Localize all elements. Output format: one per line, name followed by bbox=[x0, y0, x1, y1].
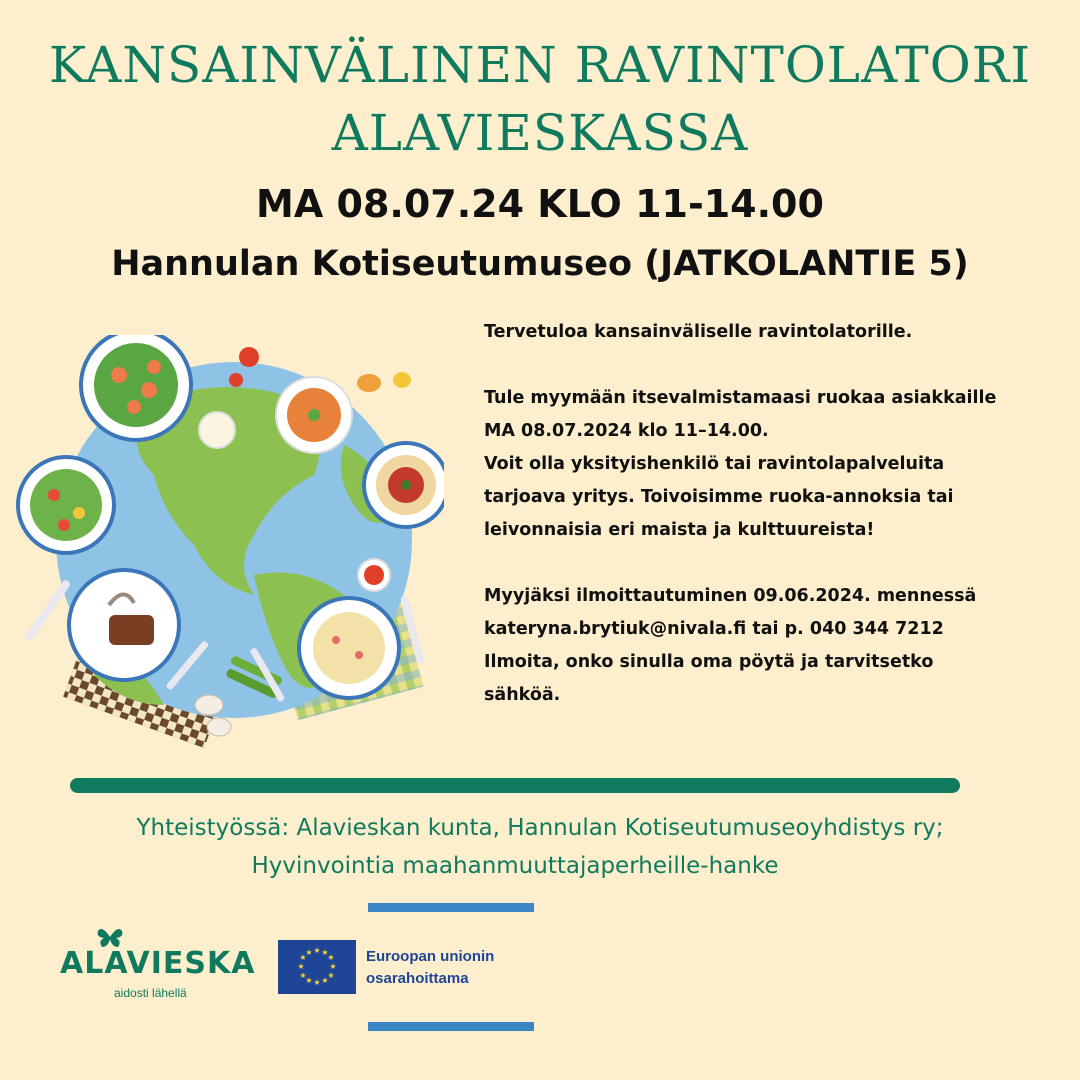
sauce-cup bbox=[199, 412, 235, 448]
collaboration-line-2: Hyvinvointia maahanmuuttajaperheille-hanke bbox=[251, 853, 779, 879]
svg-text:★: ★ bbox=[305, 976, 313, 985]
svg-text:★: ★ bbox=[321, 976, 329, 985]
blue-line-bottom bbox=[368, 1022, 534, 1031]
title-line-1: KANSAINVÄLINEN RAVINTOLATORI bbox=[48, 36, 1032, 94]
soup-bowl bbox=[276, 377, 352, 453]
tomato bbox=[239, 347, 259, 367]
svg-text:★: ★ bbox=[299, 953, 307, 962]
svg-text:★: ★ bbox=[305, 948, 313, 957]
alavieska-logo-text: ALAVIESKA bbox=[60, 946, 256, 981]
globe-food-illustration bbox=[14, 335, 444, 755]
registration-line: Ilmoita, onko sinulla oma pöytä ja tarvitsetko bbox=[484, 652, 934, 672]
svg-text:★: ★ bbox=[329, 962, 337, 971]
svg-text:★: ★ bbox=[327, 953, 335, 962]
orange-slice bbox=[357, 374, 381, 392]
salad-plate-left bbox=[18, 457, 114, 553]
registration-line: sähköä. bbox=[484, 685, 561, 705]
title-line-2: ALAVIESKASSA bbox=[331, 104, 749, 162]
eu-funding-text bbox=[366, 946, 494, 990]
info-line: tarjoava yritys. Toivoisimme ruoka-annoksia tai bbox=[484, 487, 954, 507]
eu-text-line-2: osarahoittama bbox=[366, 970, 469, 987]
eu-text-line-1: Euroopan unionin bbox=[366, 948, 495, 965]
svg-text:★: ★ bbox=[313, 946, 321, 955]
info-line: Voit olla yksityishenkilö tai ravintolapalveluita bbox=[484, 454, 945, 474]
welcome-text: Tervetuloa kansainväliselle ravintolatorille. bbox=[484, 322, 913, 342]
svg-text:★: ★ bbox=[327, 971, 335, 980]
collaboration-line-1: Yhteistyössä: Alavieskan kunta, Hannulan Kotiseutumuseoyhdistys ry; bbox=[136, 815, 944, 841]
fork-left bbox=[25, 579, 72, 641]
salad-plate-top bbox=[81, 335, 191, 440]
event-datetime: MA 08.07.24 KLO 11-14.00 bbox=[256, 182, 824, 226]
svg-text:★: ★ bbox=[299, 971, 307, 980]
info-line: MA 08.07.2024 klo 11–14.00. bbox=[484, 421, 769, 441]
blue-line-top bbox=[368, 903, 534, 912]
registration-line: Myyjäksi ilmoittautuminen 09.06.2024. mennessä bbox=[484, 586, 977, 606]
svg-text:★: ★ bbox=[313, 978, 321, 987]
divider-bar bbox=[70, 778, 960, 793]
eu-flag-icon bbox=[278, 940, 356, 994]
svg-text:★: ★ bbox=[321, 948, 329, 957]
svg-text:★: ★ bbox=[297, 962, 305, 971]
meat-plate bbox=[69, 570, 179, 680]
pasta-plate-right bbox=[364, 443, 444, 527]
event-venue: Hannulan Kotiseutumuseo (JATKOLANTIE 5) bbox=[111, 244, 969, 284]
alavieska-tagline: aidosti lähellä bbox=[114, 986, 187, 1000]
contact-line: kateryna.brytiuk@nivala.fi tai p. 040 344 7212 bbox=[484, 619, 944, 639]
info-line: Tule myymään itsevalmistamaasi ruokaa asiakkaille bbox=[484, 388, 997, 408]
spaghetti-plate bbox=[299, 598, 399, 698]
info-line: leivonnaisia eri maista ja kulttuureista! bbox=[484, 520, 875, 540]
description bbox=[484, 316, 1044, 712]
